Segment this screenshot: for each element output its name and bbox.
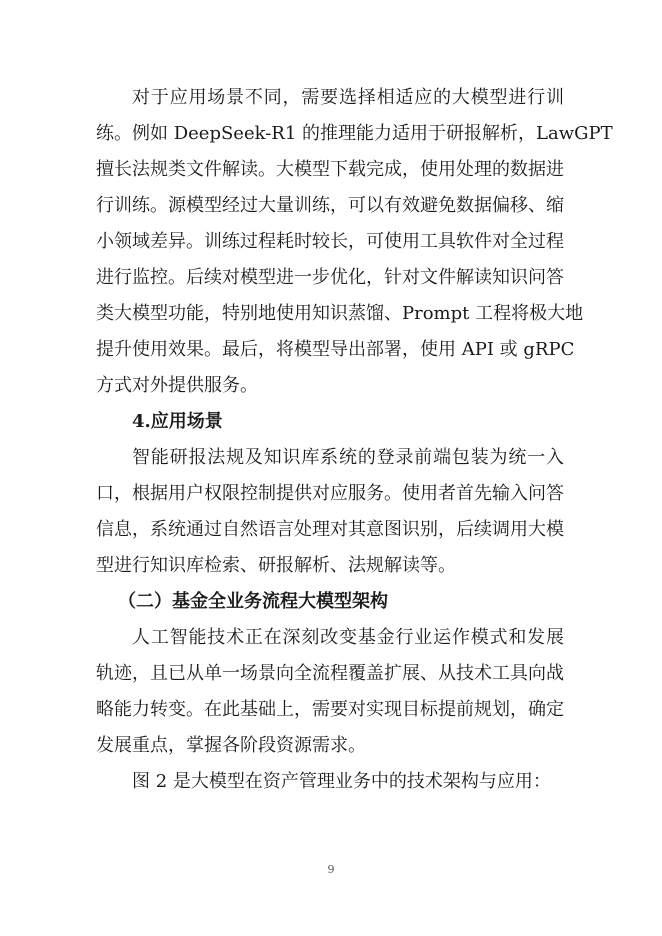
paragraph-2-line: 智能研报法规及知识库系统的登录前端包装为统一入 <box>132 447 564 468</box>
paragraph-3-line: 略能力转变。在此基础上，需要对实现目标提前规划，确定 <box>96 699 564 720</box>
paragraph-3-line: 轨迹，且已从单一场景向全流程覆盖扩展、从技术工具向战 <box>96 663 564 684</box>
paragraph-1-line: 对于应用场景不同，需要选择相适应的大模型进行训 <box>132 87 564 108</box>
paragraph-3-line: 人工智能技术正在深刻改变基金行业运作模式和发展 <box>132 627 564 648</box>
paragraph-2-line: 型进行知识库检索、研报解析、法规解读等。 <box>96 555 456 576</box>
paragraph-1-line: 擅长法规类文件解读。大模型下载完成，使用处理的数据进 <box>96 159 564 180</box>
paragraph-1-line: 练。例如 DeepSeek-R1 的推理能力适用于研报解析，LawGPT <box>96 123 613 144</box>
paragraph-1-line: 小领域差异。训练过程耗时较长，可使用工具软件对全过程 <box>96 231 564 252</box>
section-heading-fund-architecture: （二）基金全业务流程大模型架构 <box>118 591 388 612</box>
paragraph-2-line: 口，根据用户权限控制提供对应服务。使用者首先输入问答 <box>96 483 564 504</box>
paragraph-3-line: 发展重点，掌握各阶段资源需求。 <box>96 735 366 756</box>
section-heading-application-scenario: 4.应用场景 <box>132 411 223 432</box>
paragraph-1-line: 进行监控。后续对模型进一步优化，针对文件解读知识问答 <box>96 267 564 288</box>
figure-intro-paragraph: 图 2 是大模型在资产管理业务中的技术架构与应用： <box>132 771 551 792</box>
paragraph-1-line: 类大模型功能，特别地使用知识蒸馏、Prompt 工程将极大地 <box>96 303 584 324</box>
paragraph-1-line: 行训练。源模型经过大量训练，可以有效避免数据偏移、缩 <box>96 195 564 216</box>
page-number: 9 <box>327 863 335 876</box>
paragraph-2-line: 信息，系统通过自然语言处理对其意图识别，后续调用大模 <box>96 519 564 540</box>
paragraph-1-line: 方式对外提供服务。 <box>96 375 258 396</box>
paragraph-1-line: 提升使用效果。最后，将模型导出部署，使用 API 或 gRPC <box>96 339 575 360</box>
